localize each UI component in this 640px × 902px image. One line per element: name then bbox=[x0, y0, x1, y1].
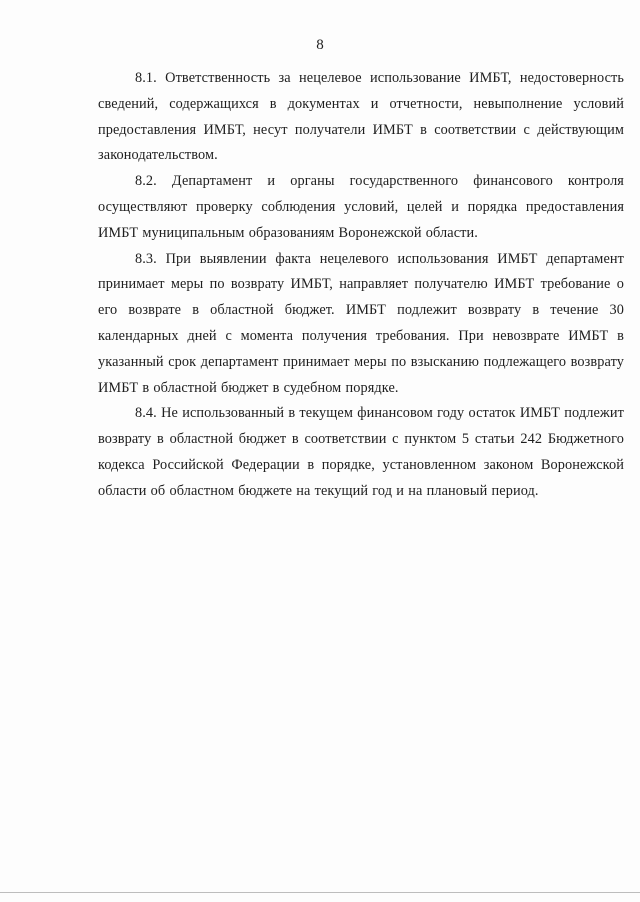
paragraph-8-4: 8.4. Не использованный в текущем финансовом году остаток ИМБТ подлежит возврату в областной бюджет в соответствии с пунктом 5 статьи 242 Бюджетного кодекса Российской Федерации в порядке, установленном законом Воронежской области об областном бюджете на текущий год и на плановый период. bbox=[98, 405, 624, 499]
bottom-divider bbox=[0, 892, 640, 893]
page-number: 8 bbox=[316, 37, 324, 53]
paragraph-8-1: 8.1. Ответственность за нецелевое использование ИМБТ, недостоверность сведений, содержащихся в документах и отчетности, невыполнение условий предоставления ИМБТ, несут получатели ИМБТ в соответствии с действующим законодательством. bbox=[98, 70, 624, 164]
paragraph-8-2: 8.2. Департамент и органы государственного финансового контроля осуществляют проверку соблюдения условий, целей и порядка предоставления ИМБТ муниципальным образованиям Воронежской области. bbox=[98, 173, 624, 241]
paragraph-8-3: 8.3. При выявлении факта нецелевого использования ИМБТ департамент принимает меры по возврату ИМБТ, направляет получателю ИМБТ требование о его возврате в областной бюджет. ИМБТ подлежит возврату в течение 30 календарных дней с момента получения требования. При невозврате ИМБТ в указанный срок департамент принимает меры по взысканию подлежащего возврату ИМБТ в областной бюджет в судебном порядке. bbox=[98, 250, 624, 396]
document-body bbox=[98, 66, 624, 505]
